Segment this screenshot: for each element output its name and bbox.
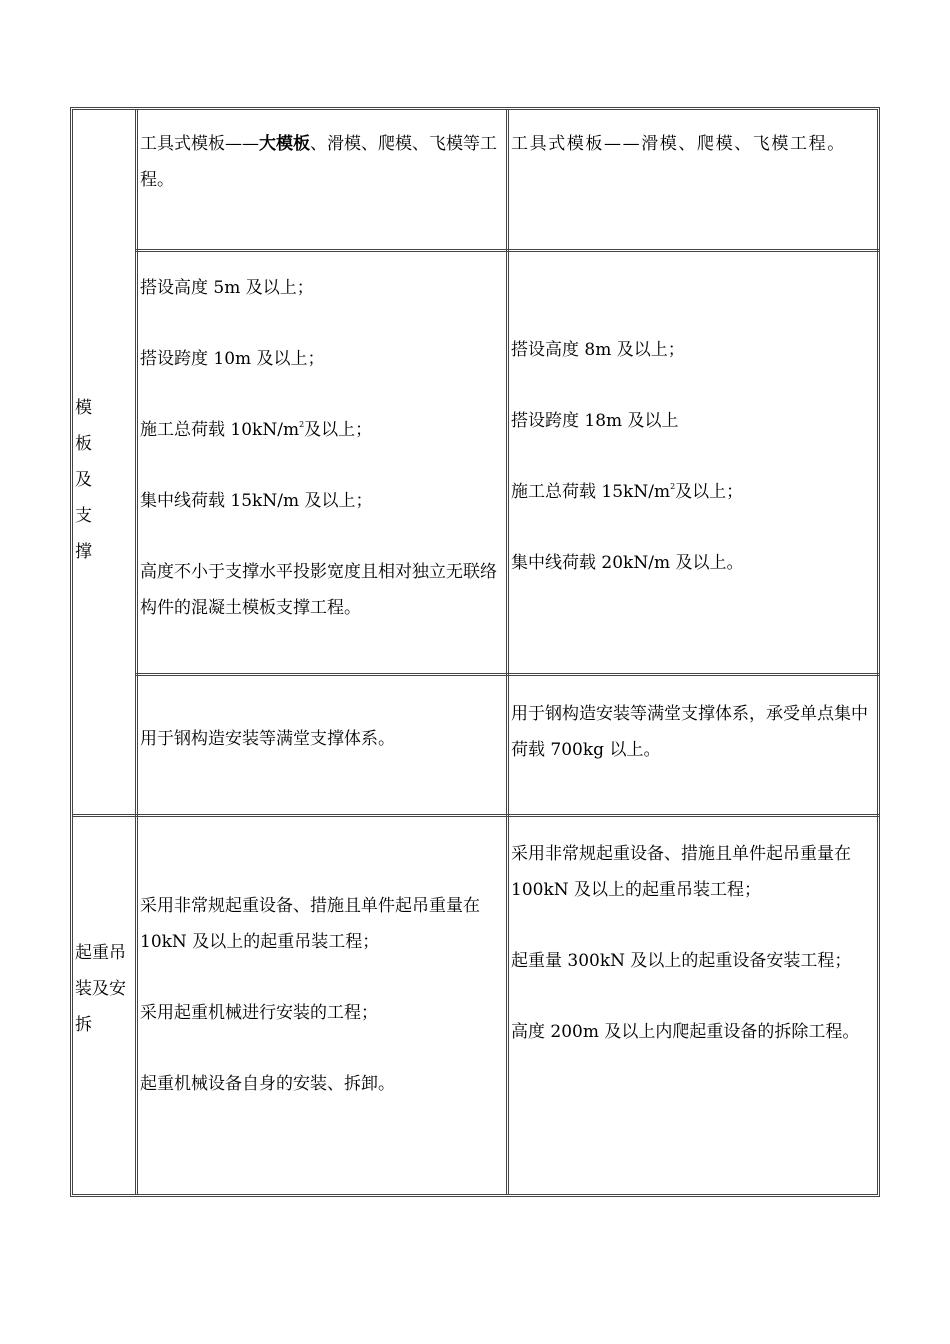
lifting-right-line3: 高度 200m 及以上内爬起重设备的拆除工程。 — [511, 1022, 860, 1042]
lifting-right-line2: 起重量 300kN 及以上的起重设备安装工程； — [511, 951, 852, 971]
row-divider-1 — [135, 249, 880, 252]
row2-left-line1: 搭设高度 5m 及以上； — [140, 278, 314, 298]
lifting-left-line3: 起重机械设备自身的安装、拆卸。 — [140, 1074, 395, 1094]
row2-left-line2: 搭设跨度 10m 及以上； — [140, 349, 325, 369]
group-divider — [73, 814, 880, 817]
category-lifting — [75, 935, 135, 1043]
row1-right — [511, 126, 879, 162]
row3-left — [140, 721, 506, 757]
row1-right-text: 工具式模板——滑模、爬模、飞模工程。 — [511, 134, 846, 154]
row2-right-line3-tail: 及以上； — [675, 482, 744, 502]
row2-left-line3-tail: 及以上； — [304, 420, 373, 440]
lifting-left — [140, 888, 506, 1102]
row2-right-line3-text: 施工总荷载 15kN/m — [511, 482, 671, 502]
row2-right-sup: 2 — [670, 482, 676, 491]
row3-left-text: 用于钢构造安装等满堂支撑体系。 — [140, 729, 395, 749]
row3-right-text: 用于钢构造安装等满堂支撑体系，承受单点集中荷载 700kg 以上。 — [511, 704, 868, 760]
row2-left-line3-text: 施工总荷载 10kN/m — [140, 420, 300, 440]
col-divider-category — [135, 110, 138, 1194]
row3-right — [511, 696, 879, 768]
lifting-left-line1: 采用非常规起重设备、措施且单件起吊重量在 10kN 及以上的起重吊装工程； — [140, 896, 480, 952]
hazard-table — [70, 107, 880, 1197]
row2-left-line4: 集中线荷载 15kN/m 及以上； — [140, 491, 373, 511]
col-divider-middle — [506, 110, 509, 1194]
row2-right-line3 — [511, 474, 879, 510]
row1-left: 工具式模板——大模板、滑模、爬模、飞模等工程。 — [140, 134, 497, 190]
row-divider-2 — [135, 673, 880, 676]
lifting-right — [511, 836, 879, 1050]
row2-right-line2: 搭设跨度 18m 及以上 — [511, 411, 679, 431]
row2-right-line1: 搭设高度 8m 及以上； — [511, 340, 685, 360]
row2-left-line3 — [140, 412, 506, 448]
bold-term: 大模板 — [259, 134, 310, 154]
lifting-right-line1: 采用非常规起重设备、措施且单件起吊重量在 100kN 及以上的起重吊装工程； — [511, 844, 851, 900]
row2-right — [511, 332, 879, 581]
category-formwork — [75, 390, 135, 570]
row2-left — [140, 270, 506, 626]
lifting-left-line2: 采用起重机械进行安装的工程； — [140, 1003, 378, 1023]
category-formwork-text: 模板及支撑 — [75, 398, 110, 562]
row2-left-line5: 高度不小于支撑水平投影宽度且相对独立无联络构件的混凝土模板支撑工程。 — [140, 562, 497, 618]
row2-left-sup: 2 — [299, 420, 305, 429]
row2-right-line4: 集中线荷载 20kN/m 及以上。 — [511, 553, 744, 573]
category-lifting-text: 起重吊装及安拆 — [75, 943, 126, 1035]
